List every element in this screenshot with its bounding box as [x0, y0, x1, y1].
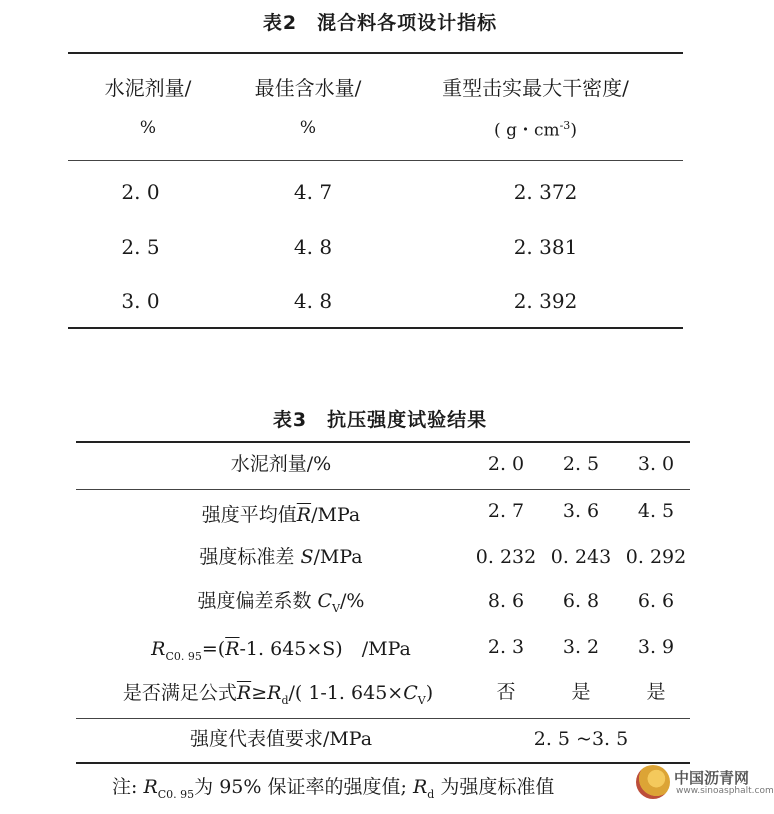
table3-row-label-formula: 是否满足公式$\overline{R}\ge R_d/$( 1-1. $645\times C_V$)	[122, 682, 434, 707]
table2-cell: 4. 8	[293, 235, 333, 259]
table3-row-label-stddev: 强度标准差 S/MPa	[199, 546, 363, 568]
site-watermark	[636, 763, 774, 803]
table3-cell: 6. 8	[562, 590, 600, 612]
table2-cell: 2. 5	[121, 235, 160, 259]
watermark-name: 中国沥青网	[674, 769, 750, 787]
table2-bottom-rule	[68, 327, 683, 329]
table2-header-moisture-unit: %	[299, 118, 317, 138]
table2-header-density-unit: ( g・$cm^{-3}$)	[494, 119, 577, 141]
table3-cell: 6. 6	[637, 590, 675, 612]
table2-header-density: 重型击实最大干密度/	[442, 76, 629, 100]
table3-cell: 8. 6	[487, 590, 525, 612]
table3-cell: 否	[496, 681, 516, 703]
table2-cell: 4. 8	[293, 289, 333, 313]
table2-cell: 3. 0	[121, 289, 160, 313]
table2-caption: 表2 混合料各项设计指标	[262, 12, 498, 34]
table3-note: 注: $R_{C0. 95}$为 95% 保证率的强度值; $R_d$ 为强度标准值	[112, 776, 555, 801]
table3-cell: 2. 7	[487, 500, 525, 522]
table2-top-rule	[68, 52, 683, 54]
table3-cell: 3. 9	[637, 636, 675, 658]
table2-cell: 2. 372	[513, 180, 578, 204]
watermark-url: www.sinoasphalt.com	[676, 786, 774, 796]
table2-header-cement-unit: %	[139, 118, 157, 138]
table3-last-row-label: 强度代表值要求/MPa	[189, 728, 373, 750]
table3-top-rule	[76, 441, 690, 443]
table3-row-label-cv: 强度偏差系数 $C_V/\%$	[197, 590, 365, 615]
table3-cell: 4. 5	[637, 500, 675, 522]
table3-header-label: 水泥剂量/%	[230, 453, 332, 475]
table3-row-label-mean: 强度平均值$\overline{R}$/MPa	[201, 504, 361, 526]
table3-caption: 表3 抗压强度试验结果	[272, 409, 488, 431]
table3-row-label-r095: $R_{C0. 95}=(\overline{R}-1$. 645×S) /MPa	[151, 638, 411, 663]
table2-header-rule	[68, 160, 683, 161]
table3-bottom-rule	[76, 762, 690, 764]
table2-cell: 2. 0	[121, 180, 160, 204]
table3-header-value: 2. 5	[562, 453, 600, 475]
table2-cell: 2. 381	[513, 235, 578, 259]
table3-header-rule	[76, 489, 690, 490]
sinoasphalt-logo-icon	[636, 765, 670, 799]
table2-cell: 4. 7	[293, 180, 333, 204]
table3-cell: 2. 3	[487, 636, 525, 658]
table3-cell: 0. 292	[625, 546, 687, 568]
table2-cell: 2. 392	[513, 289, 578, 313]
table2-header-moisture: 最佳含水量/	[254, 76, 362, 100]
table3-cell: 是	[571, 681, 591, 703]
table3-cell: 0. 243	[550, 546, 612, 568]
table3-last-row-value: 2. 5 ~3. 5	[533, 728, 629, 750]
table3-header-value: 2. 0	[487, 453, 525, 475]
table3-cell: 是	[646, 681, 666, 703]
table3-cell: 3. 6	[562, 500, 600, 522]
table3-cell: 3. 2	[562, 636, 600, 658]
table3-last-row-rule	[76, 718, 690, 719]
table2-header-cement: 水泥剂量/	[104, 76, 192, 100]
table3-header-value: 3. 0	[637, 453, 675, 475]
table3-cell: 0. 232	[475, 546, 537, 568]
